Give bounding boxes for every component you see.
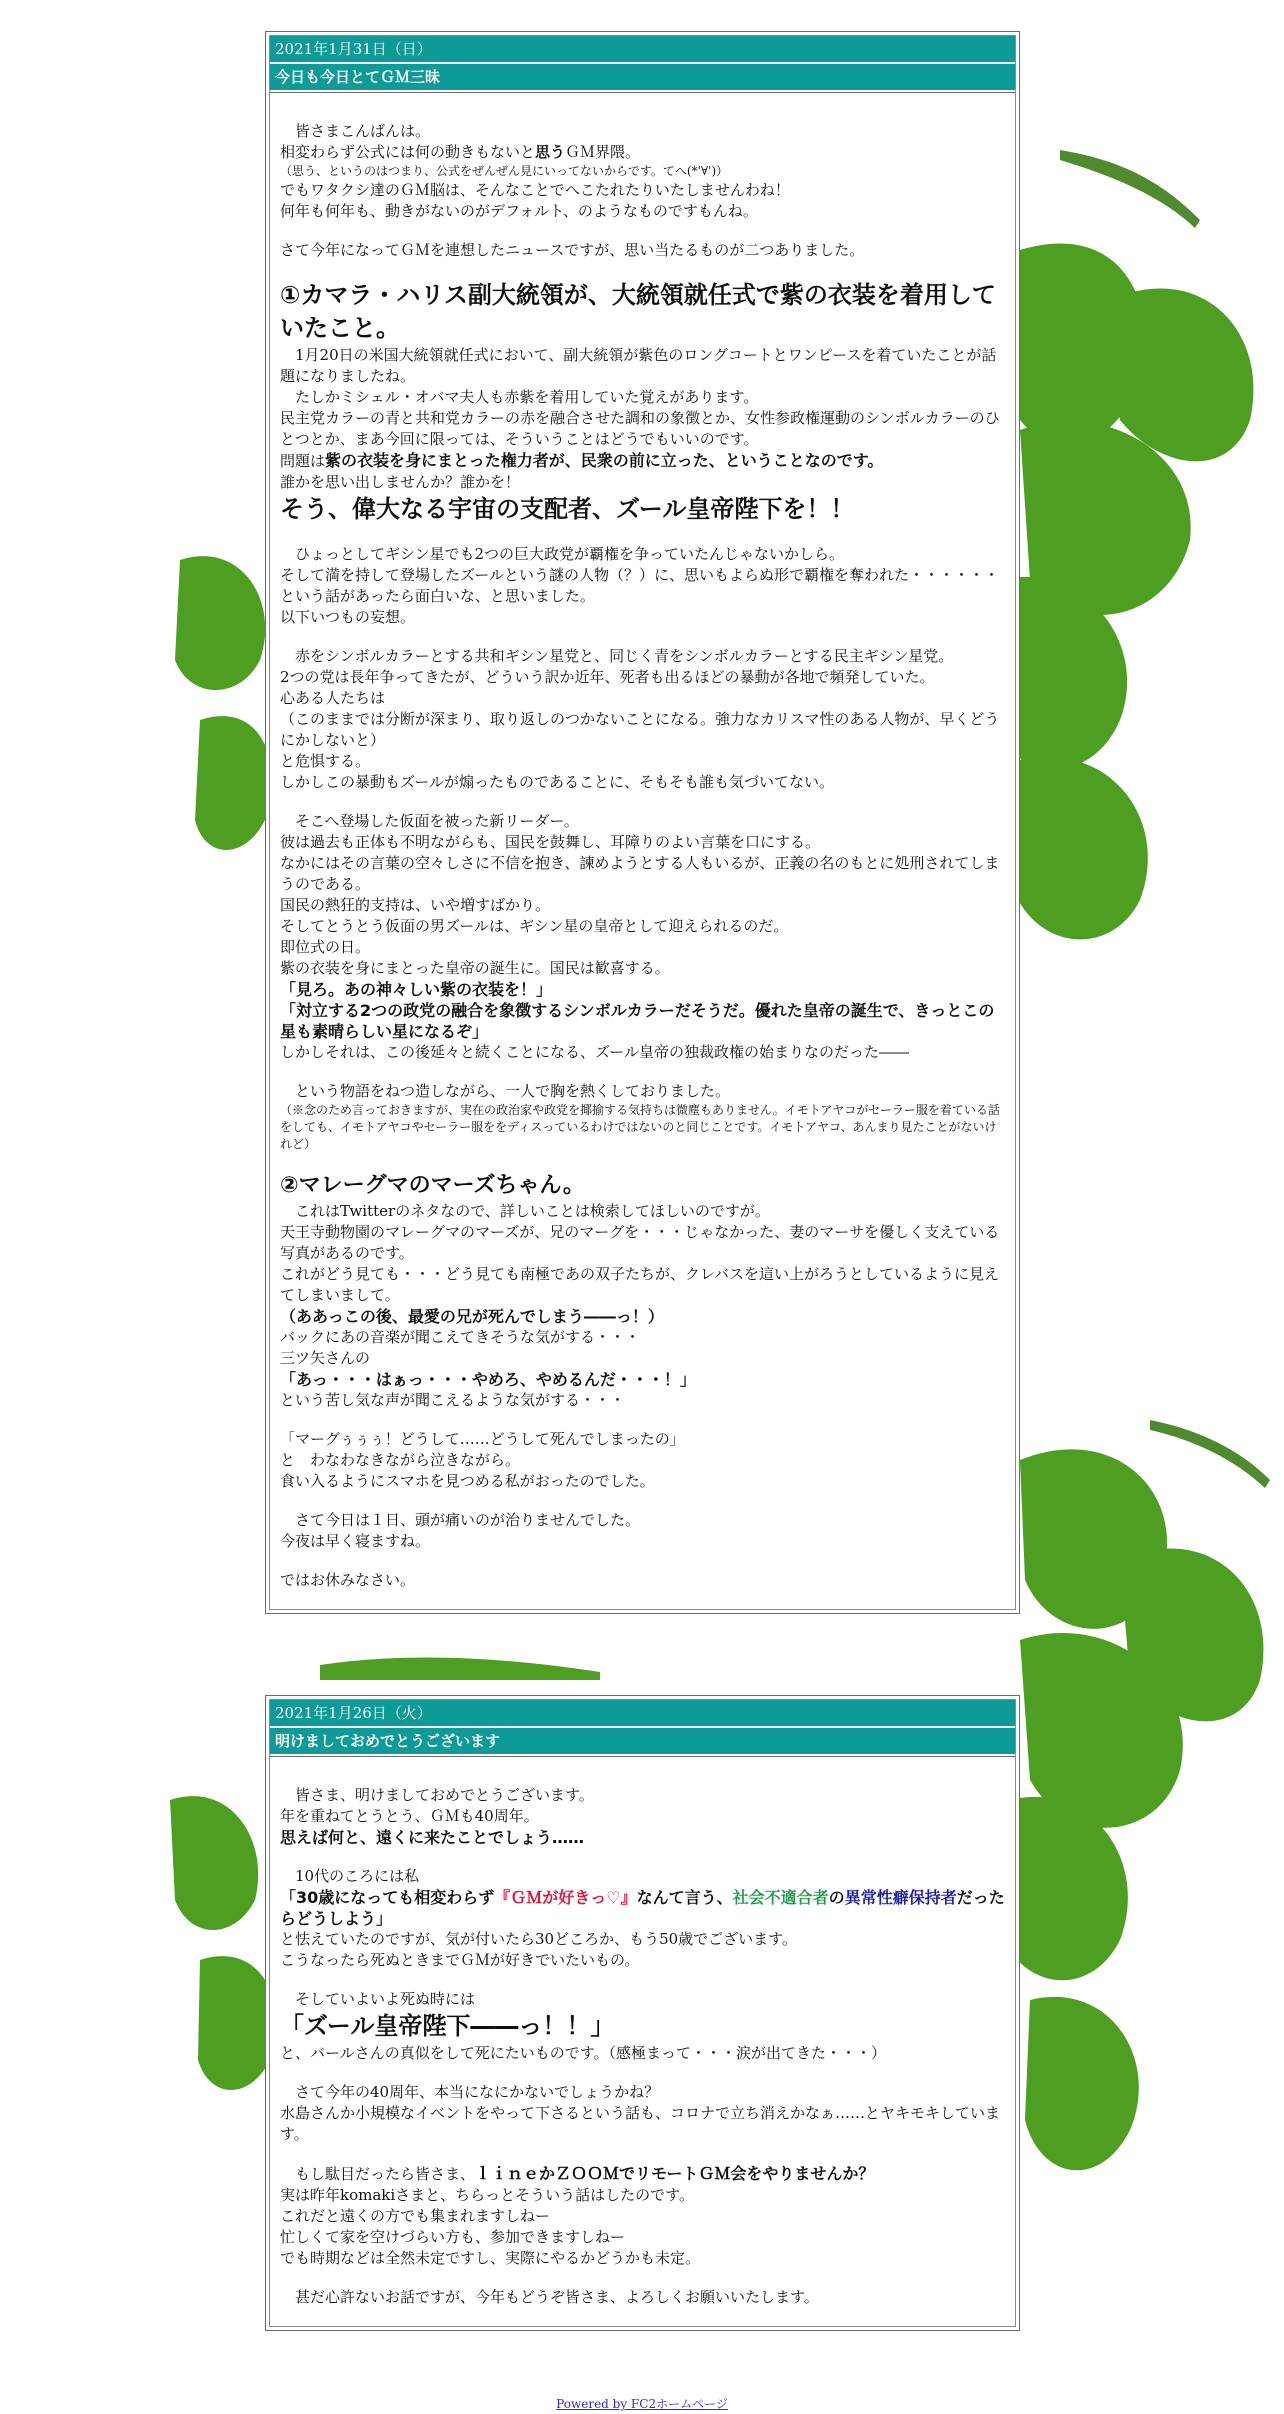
post-date: 2021年1月31日（日） [270, 36, 1015, 64]
emphasis-heading: そう、偉大なる宇宙の支配者、ズール皇帝陛下を！！ [280, 495, 855, 523]
section-heading: ①カマラ・ハリス副大統領が、大統領就任式で紫の衣装を着用していたこと。 [280, 281, 996, 342]
post-date: 2021年1月26日（火） [270, 1700, 1015, 1728]
paragraph: こうなったら死ぬときまでＧＭが好きでいたいもの。 [280, 1951, 640, 1969]
paragraph: 10代のころには私 [280, 1867, 420, 1885]
emphasis-heading: 「ズール皇帝陛下――っ！！」 [280, 2012, 615, 2040]
paragraph: 思えば何と、遠くに来たことでしょう…… [280, 1828, 585, 1847]
blog-post [265, 31, 1020, 1614]
paragraph: 皆さま、明けましておめでとうございます。 [280, 1786, 594, 1804]
paragraph: 三ツ矢さんの [280, 1349, 371, 1367]
paragraph: 2つの党は長年争ってきたが、どういう訳か近年、死者も出るほどの暴動が各地で頻発していた。 [280, 668, 935, 686]
paragraph: これがどう見ても・・・どう見ても南極であの双子たちが、クレバスを這い上がろうとしているように見えてしまいまして。 [280, 1265, 999, 1304]
paragraph: 水島さんか小規模なイベントをやって下さるという話も、コロナで立ち消えかなぁ……とヤキモキしています。 [280, 2104, 1001, 2143]
paragraph: そこへ登場した仮面を被った新リーダー。 [280, 812, 579, 830]
paragraph: 赤をシンボルカラーとする共和ギシン星党と、同じく青をシンボルカラーとする民主ギシン星党。 [280, 647, 954, 665]
post-body [270, 1756, 1015, 2326]
paragraph: 実は昨年komakiさまと、ちらっとそういう話はしたのです。 [280, 2186, 694, 2204]
paragraph: 問題は紫の衣装を身にまとった権力者が、民衆の前に立った、ということなのです。 [280, 451, 884, 470]
paragraph: 相変わらず公式には何の動きもないと思うＧＭ界隈。 [280, 143, 641, 161]
paragraph: 即位式の日。 [280, 938, 371, 956]
post-title: 明けましておめでとうございます [270, 1728, 1015, 1754]
paragraph: 甚だ心許ないお話ですが、今年もどうぞ皆さま、よろしくお願いいたします。 [280, 2288, 819, 2306]
paragraph: そして満を持して登場したズールという謎の人物（？）に、思いもよらぬ形で覇権を奪われた・・・・・・という話があったら面白いな、と思いました。 [280, 566, 999, 605]
paragraph: これはTwitterのネタなので、詳しいことは検索してほしいのですが。 [280, 1202, 770, 1220]
post-title: 今日も今日とてＧＭ三昧 [270, 64, 1015, 90]
footer [0, 2395, 1284, 2412]
paragraph: という苦し気な声が聞こえるような気がする・・・ [280, 1391, 626, 1409]
paragraph: たしかミシェル・オバマ夫人も赤紫を着用していた覚えがあります。 [280, 388, 759, 406]
paragraph: さて今日は１日、頭が痛いのが治りませんでした。 [280, 1511, 641, 1529]
paragraph: 食い入るようにスマホを見つめる私がおったのでした。 [280, 1472, 655, 1490]
paragraph: 皆さまこんばんは。 [295, 122, 431, 140]
paragraph: 心ある人たちは [280, 689, 386, 707]
paragraph: 今夜は早く寝ますね。 [280, 1532, 431, 1550]
paragraph: 年を重ねてとうとう、ＧＭも40周年。 [280, 1807, 539, 1825]
paragraph: しかしそれは、この後延々と続くことになる、ズール皇帝の独裁政権の始まりなのだった―― [280, 1043, 909, 1061]
paragraph: でも時期などは全然未定ですし、実際にやるかどうかも未定。 [280, 2249, 701, 2267]
paragraph: バックにあの音楽が聞こえてきそうな気がする・・・ [280, 1328, 641, 1346]
paragraph: と、バールさんの真似をして死にたいものです。（感極まって・・・涙が出てきた・・・） [280, 2044, 887, 2062]
paragraph: という物語をねつ造しながら、一人で胸を熱くしておりました。 [280, 1082, 731, 1100]
paragraph: 紫の衣装を身にまとった皇帝の誕生に。国民は歓喜する。 [280, 959, 670, 977]
paragraph: なかにはその言葉の空々しさに不信を抱き、諫めようとする人もいるが、正義の名のもとに処刑されてしまうのである。 [280, 854, 1000, 893]
paragraph: 国民の熱狂的支持は、いや増すばかり。 [280, 896, 551, 914]
quote: 「対立する2つの政党の融合を象徴するシンボルカラーだそうだ。優れた皇帝の誕生で、きっとこの星も素晴らしい星になるぞ」 [280, 1001, 995, 1041]
quote: 「あっ・・・はぁっ・・・やめろ、やめるんだ・・・！」 [280, 1370, 696, 1389]
paragraph: 彼は過去も正体も不明ながらも、国民を鼓舞し、耳障りのよい言葉を口にする。 [280, 833, 821, 851]
paragraph: 「マーグぅぅぅ！どうして……どうして死んでしまったの」 [280, 1430, 685, 1448]
paragraph: 天王寺動物園のマレーグマのマーズが、兄のマーグを・・・じゃなかった、妻のマーサを優しく支えている写真があるのです。 [280, 1223, 1000, 1262]
paragraph: 誰かを思い出しませんか？誰かを！ [280, 473, 521, 491]
paragraph: そしてとうとう仮面の男ズールは、ギシン星の皇帝として迎えられるのだ。 [280, 917, 789, 935]
fc2-powered-link[interactable]: Powered by FC2ホームページ [556, 2397, 728, 2411]
paragraph: しかしこの暴動もズールが煽ったものであることに、そもそも誰も気づいてない。 [280, 773, 834, 791]
post-body [270, 92, 1015, 1609]
paragraph: 以下いつもの妄想。 [280, 608, 416, 626]
paragraph: と わなわなきながら泣きながら。 [280, 1451, 521, 1469]
note: （※念のため言っておきますが、実在の政治家や政党を揶揄する気持ちは微塵もありません。イモトアヤコがセーラー服を着ている話をしても、イモトアヤコやセーラー服ををディスっているわけではないのと同じことです。イモトアヤコ、あんまり見たことがないけれど） [280, 1103, 1000, 1151]
paragraph: ではお休みなさい。 [280, 1571, 416, 1589]
paragraph: と危惧する。 [280, 752, 371, 770]
paragraph: 何年も何年も、動きがないのがデフォルト、のようなものですもんね。 [280, 202, 758, 220]
quote: 「見ろ。あの神々しい紫の衣装を！」 [280, 980, 553, 999]
paragraph: これだと遠くの方でも集まれますしねー [280, 2207, 551, 2225]
paragraph: さて今年になってＧＭを連想したニュースですが、思い当たるものが二つありました。 [280, 241, 865, 259]
paragraph: 忙しくて家を空けづらい方も、参加できますしねー [280, 2228, 626, 2246]
section-heading: ②マレーグマのマーズちゃん。 [280, 1173, 585, 1198]
paragraph: ひょっとしてギシン星でも2つの巨大政党が覇権を争っていたんじゃないかしら。 [280, 545, 845, 563]
paragraph: そしていよいよ死ぬ時には [280, 1990, 476, 2008]
paragraph: さて今年の40周年、本当になにかないでしょうかね？ [280, 2083, 660, 2101]
paragraph: もし駄目だったら皆さま、ｌｉｎｅかＺＯＯＭでリモートＧＭ会をやりませんか？ [280, 2164, 875, 2183]
paragraph: （このままでは分断が深まり、取り返しのつかないことになる。強力なカリスマ性のある人物が、早くどうにかしないと） [280, 710, 1000, 749]
note: （思う、というのはつまり、公式をぜんぜん見にいってないからです。てへ(*'∀')） [280, 164, 729, 178]
quote: （ああっこの後、最愛の兄が死んでしまう――っ！） [280, 1307, 664, 1326]
paragraph: 民主党カラーの青と共和党カラーの赤を融合させた調和の象徴とか、女性参政権運動のシンボルカラーのひとつとか、まあ今回に限っては、そういうことはどうでもいいのです。 [280, 409, 1000, 448]
paragraph: でもワタクシ達のＧＭ脳は、そんなことでへこたれたりいたしませんわね！ [280, 181, 790, 199]
paragraph: 1月20日の米国大統領就任式において、副大統領が紫色のロングコートとワンピースを着ていたことが話題になりましたね。 [280, 346, 997, 385]
quote: 「30歳になっても相変わらず『ＧＭが好きっ♡』なんて言う、社会不適合者の異常性癖保持者だったらどうしよう」 [280, 1888, 1005, 1928]
blog-post [265, 1695, 1020, 2331]
paragraph: と怯えていたのですが、気が付いたら30どころか、もう50歳でございます。 [280, 1930, 797, 1948]
